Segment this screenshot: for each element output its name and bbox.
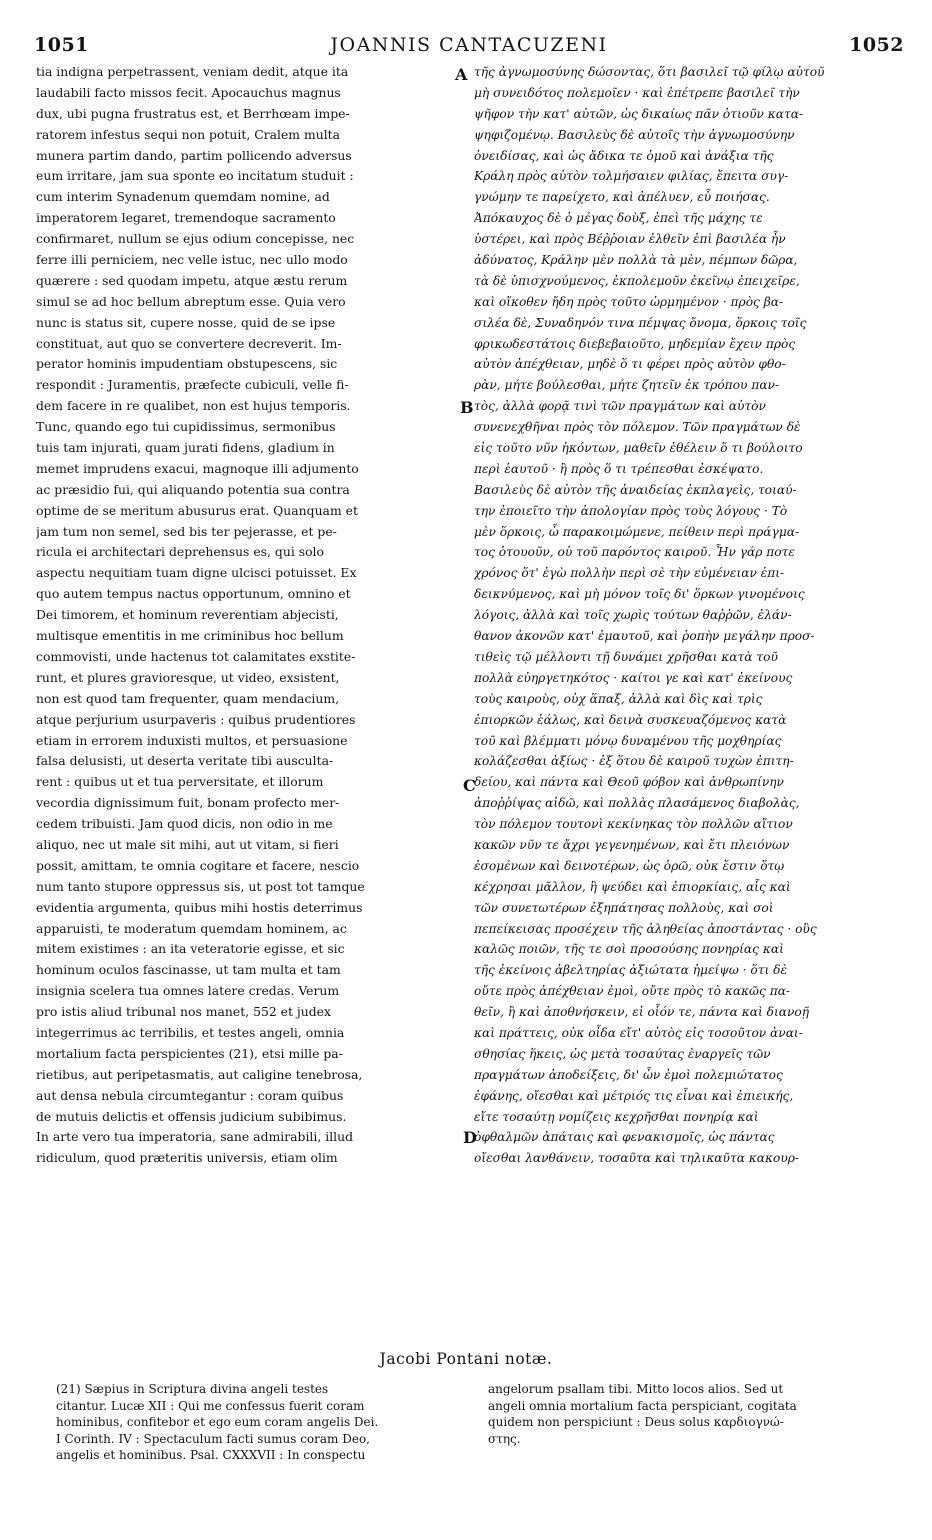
latin-text-column [36,62,458,1169]
greek-text-line: σιλέα δὲ, Συναδηνόν τινα πέμψας ὄνομα, ὅρκοις τοῖς [474,315,807,330]
note-line: quidem non perspiciunt : Deus solus καρδιογνώ- [488,1415,784,1429]
latin-text-line: respondit : Juramentis, præfecte cubiculi, velle fi- [36,377,349,393]
greek-text-line: πεπείκεισας προσέχειν τῆς ἀληθείας ἀποστάντας · οὓς [474,921,817,936]
latin-text-line: aut densa nebula circumtegantur : coram quibus [36,1087,344,1103]
greek-text-line: τῶν συνετωτέρων ἐξηπάτησας πολλοὺς, καὶ σοὶ [474,900,774,915]
latin-text-line: rent : quibus ut et tua perversitate, et illorum [36,774,324,790]
latin-text-line: munera partim dando, partim pollicendo adversus [36,147,352,163]
greek-text-line: πολλὰ εὐηργετηκότος · καίτοι γε καὶ κατ' ἐκείνους [474,670,793,685]
latin-text-line: ricula ei architectari deprehensus es, qui solo [36,544,324,560]
greek-text-line: κολάζεσθαι ἀξίως · ἐξ ὅτου δὲ καιροῦ τυχὼν ἐπιτη- [474,754,794,769]
latin-text-line: ac præsidio fui, qui aliquando potentia sua contra [36,481,350,497]
latin-text-line: commovisti, unde hactenus tot calamitates exstite- [36,648,356,664]
greek-text-line: τος ὁτουοῦν, οὐ τοῦ παρόντος καιροῦ. Ἦν γάρ ποτε [474,545,795,560]
greek-text-line: θεῖν, ἢ καὶ ἀποθνήσκειν, εἰ οἷόν τε, πάντα καὶ διανοῇ [474,1005,810,1020]
latin-text-line: mitem existimes : an ita veteratorie egisse, et sic [36,941,345,957]
greek-text-line: Ἀπόκαυχος δὲ ὁ μέγας δοὺξ, ἐπεὶ τῆς μάχης τε [474,211,763,226]
note-line: angelorum psallam tibi. Mitto locos alios. Sed ut [488,1382,784,1396]
latin-text-line: perator hominis impudentiam obstupescens, sic [36,356,338,372]
latin-text-line: dux, ubi pugna frustratus est, et Berrhœam impe- [36,105,350,121]
latin-text-line: simul se ad hoc bellum abreptum esse. Quia vero [36,293,346,309]
greek-text-line: μὲν ὅρκοις, ὦ παρακοιμώμενε, πείθειν περὶ πράγμα- [474,524,800,539]
note-line: I Corinth. IV : Spectaculum facti sumus coram Deo, [56,1431,370,1446]
latin-text-line: jam tum non semel, sed bis ter pejerasse, et pe- [36,523,337,539]
greek-text-line: περὶ ἑαυτοῦ · ἢ πρὸς ὅ τι τρέπεσθαι ἐσκέψατο. [474,461,764,476]
latin-text-line: vecordia dignissimum fuit, bonam profecto mer- [36,795,340,811]
note-line: citantur. Lucæ XII : Qui me confessus fuerit coram [56,1398,365,1413]
latin-text-line: cum interim Synadenum quemdam nomine, ad [36,189,330,205]
greek-text-line: χρόνος ὅτ' ἐγὼ πολλὴν περὶ σὲ τὴν εὐμένειαν ἐπι- [474,566,785,581]
greek-text-line: εἴτε τοσαύτῃ νομίζεις κεχρῆσθαι πονηρίᾳ καὶ [474,1109,759,1124]
greek-text-line: ἐφάνης, οἴεσθαι καὶ μέτριός τις εἶναι καὶ ἐπιεικής, [474,1088,794,1103]
latin-text-line: Tunc, quando ego tui cupidissimus, sermonibus [36,419,336,435]
greek-text-line: καλῶς ποιῶν, τῆς τε σοὶ προσούσης πονηρίας καὶ [474,942,784,957]
greek-text-line: τὰ δὲ ὑπισχνούμενος, ἐκπολεμοῦν ἐκεῖνῳ ἐπειχεῖρε, [474,273,800,288]
greek-text-line: τὸν πόλεμον τουτονὶ κεκίνηκας τὸν πολλῶν αἴτιον [474,817,793,832]
greek-text-line: εἰς τοῦτο νῦν ἡκόντων, μαθεῖν ἐθέλειν ὅ τι βούλοιτο [474,441,803,456]
page-header [34,34,904,56]
greek-text-line: τοὺς καιροὺς, οὐχ ἅπαξ, ἀλλὰ καὶ δὶς καὶ τρὶς [474,691,763,706]
latin-text-line: laudabili facto missos fecit. Apocauchus magnus [36,84,341,100]
latin-text-line: imperatorem legaret, tremendoque sacramento [36,210,336,226]
latin-text-line: confirmaret, nullum se ejus odium concepisse, nec [36,231,355,247]
greek-text-line: τῆς ἐκείνοις ἀβελτηρίας ἀξιώτατα ἠμείψω · ὅτι δὲ [474,963,788,978]
page-number-left: 1051 [34,34,89,56]
note-line: angeli omnia mortalium facta perspiciant, cogitata [488,1398,797,1413]
greek-text-line: μὴ συνειδότος πολεμοῖεν · καὶ ἐπέτρεπε βασιλεῖ τὴν [474,85,800,100]
section-marker-c: C [463,776,476,795]
latin-text-line: ratorem infestus sequi non potuit, Cralem multa [36,126,341,142]
greek-text-column [474,62,904,1169]
greek-text-line: δεικνύμενος, καὶ μὴ μόνον τοῖς δι' ὅρκων γινομένοις [474,587,805,602]
latin-text-line: eum irritare, jam sua sponte eo incitatum studuit : [36,168,354,184]
greek-text-line: γνώμην τε παρείχετο, καὶ ἀπέλυεν, εὖ ποιήσας. [474,190,770,205]
greek-text-line: ἀδύνατος, Κράλην μὲν πολλὰ τὰ μὲν, πέμπων δῶρα, [474,253,798,268]
greek-text-line: πραγμάτων ἀποδείξεις, δι' ὧν ἐμοὶ πολεμιώτατος [474,1067,783,1082]
notes-heading: Jacobi Pontani notæ. [379,1350,553,1368]
greek-text-line: τιθεὶς τῷ μέλλοντι τῇ δυνάμει χρῆσθαι κατὰ τοῦ [474,649,778,664]
greek-text-line: σθησίας ἥκεις, ὡς μετὰ τοσαύτας ἐναργεῖς τῶν [474,1046,771,1061]
latin-text-line: pro istis aliud tribunal nos manet, 552 et judex [36,1004,331,1020]
greek-text-line: Βασιλεὺς δὲ αὐτὸν τῆς ἀναιδείας ἐκπλαγεὶς, τοιαύ- [474,482,797,497]
notes-right-column [488,1381,904,1447]
latin-text-line: cedem tribuisti. Jam quod dicis, non odio in me [36,816,333,832]
latin-text-line: aspectu nequitiam tuam digne ulcisci potuisset. Ex [36,565,357,581]
latin-text-line: tuis tam injurati, quam jurati fidens, gladium in [36,440,335,456]
latin-text-line: falsa delusisti, ut deserta veritate tibi ausculta- [36,753,334,769]
greek-text-line: τῆς ἀγνωμοσύνης δώσοντας, ὅτι βασιλεῖ τῷ φίλῳ αὐτοῦ [474,65,825,79]
greek-text-line: ἐπιορκῶν ἑάλως, καὶ δεινὰ συσκευαζόμενος κατὰ [474,712,787,727]
latin-text-line: quærere : sed quodam impetu, atque æstu rerum [36,272,348,288]
latin-text-line: nunc is status sit, cupere nosse, quid de se ipse [36,314,336,330]
greek-text-line: φρικωδεστάτοις διεβεβαιοῦτο, μηδεμίαν ἔχειν πρὸς [474,336,796,351]
greek-text-line: ἀποῤῥίψας αἰδῶ, καὶ πολλὰς πλασάμενος διαβολὰς, [474,796,800,811]
latin-text-line: num tanto stupore oppressus sis, ut post tot tamque [36,878,365,894]
greek-text-line: καὶ πράττεις, οὐκ οἶδα εἴτ' αὐτὸς εἰς τοσοῦτον ἀναι- [474,1025,803,1040]
greek-text-line: ὑστέρει, καὶ πρὸς Βέῤῥοιαν ἐλθεῖν ἐπὶ βασιλέα ἦν [474,232,786,247]
latin-text-line: memet imprudens exacui, magnoque illi adjumento [36,460,359,476]
latin-text-line: non est quod tam frequenter, quam mendacium, [36,690,340,706]
latin-text-line: ferre illi perniciem, nec velle istuc, nec ullo modo [36,252,348,268]
latin-text-line: apparuisti, te moderatum quemdam hominem, ac [36,920,347,936]
notes-left-column [56,1381,466,1464]
latin-text-line: constituat, aut quo se convertere decreverit. Im- [36,335,342,351]
greek-text-line: δείου, καὶ πάντα καὶ Θεοῦ φόβον καὶ ἀνθρωπίνην [474,775,784,790]
latin-text-line: insignia scelera tua omnes latere credas. Verum [36,983,340,999]
note-line: (21) Sæpius in Scriptura divina angeli testes [56,1382,329,1396]
greek-text-line: ἐσομένων καὶ δεινοτέρων, ὡς ὁρῶ, οὐκ ἔστιν ὅτῳ [474,858,785,873]
section-marker-d: D [463,1128,477,1147]
latin-text-line: possit, amittam, te omnia cogitare et facere, nescio [36,857,360,873]
running-title: JOANNIS CANTACUZENI [330,34,608,56]
latin-text-line: evidentia argumenta, quibus mihi hostis deterrimus [36,899,363,915]
note-line: στης. [488,1431,521,1446]
latin-text-line: Dei timorem, et hominum reverentiam abjecisti, [36,607,339,623]
latin-text-line: In arte vero tua imperatoria, sane admirabili, illud [36,1129,354,1145]
latin-text-line: dem facere in re qualibet, non est hujus temporis. [36,398,351,414]
greek-text-line: οἴεσθαι λανθάνειν, τοσαῦτα καὶ τηλικαῦτα κακουρ- [474,1151,800,1166]
greek-text-line: ψῆφον τὴν κατ' αὐτῶν, ὡς δικαίως πᾶν ὁτιοῦν κατα- [474,106,804,121]
note-line: hominibus, confitebor et ego eum coram angelis Dei. [56,1415,379,1429]
greek-text-line: Κράλη πρὸς αὐτὸν τολμήσαιεν φιλίας, ἔπειτα συγ- [474,169,789,184]
greek-text-line: ψηφιζομένῳ. Βασιλεὺς δὲ αὐτοῖς τὴν ἀγνωμοσύνην [474,127,795,142]
greek-text-line: λόγοις, ἀλλὰ καὶ τοῖς χωρὶς τούτων θαῤῥῶν, ἐλάν- [474,608,792,623]
greek-text-line: τοῦ καὶ βλέμματι μόνῳ δυναμένου τῆς μοχθηρίας [474,733,782,748]
greek-text-line: την ἐποιεῖτο τὴν ἀπολογίαν πρὸς τοὺς λόγους · Τὸ [474,503,788,518]
greek-text-line: θανον ἀκονῶν κατ' ἐμαυτοῦ, καὶ ῥοπὴν μεγάλην προσ- [474,629,815,644]
greek-text-line: ρὰν, μήτε βούλεσθαι, μήτε ζητεῖν ἐκ τρόπου παν- [474,378,780,393]
latin-text-line: optime de se meritum abusurus erat. Quanquam et [36,502,358,518]
latin-text-line: ridiculum, quod præteritis universis, etiam olim [36,1150,338,1166]
latin-text-line: de mutuis delictis et offensis judicium subibimus. [36,1108,347,1124]
latin-text-line: integerrimus ac terribilis, et testes angeli, omnia [36,1024,345,1040]
greek-text-line: καὶ οἴκοθεν ἤδη πρὸς τοῦτο ὡρμημένον · πρὸς βα- [474,294,784,309]
latin-text-line: etiam in errorem induxisti multos, et persuasione [36,732,348,748]
latin-text-line: multisque ementitis in me criminibus hoc bellum [36,628,344,644]
greek-text-line: ὀφθαλμῶν ἀπάταις καὶ φενακισμοῖς, ὡς πάντας [474,1130,775,1145]
page-number-right: 1052 [849,34,904,56]
latin-text-line: tia indigna perpetrassent, veniam dedit, atque ita [36,64,349,79]
greek-text-line: αὐτὸν ἀπέχθειαν, μηδὲ ὅ τι φέρει πρὸς αὐτὸν φθο- [474,357,786,372]
latin-text-line: mortalium facta perspicientes (21), etsi mille pa- [36,1045,343,1061]
greek-text-line: ὀνειδίσας, καὶ ὡς ἄδικα τε ὁμοῦ καὶ ἀνάξια τῆς [474,148,774,163]
latin-text-line: hominum oculos fascinasse, ut tam multa et tam [36,962,341,978]
latin-text-line: aliquo, nec ut male sit mihi, aut ut vitam, si fieri [36,836,339,852]
greek-text-line: οὔτε πρὸς ἀπέχθειαν ἐμοὶ, οὔτε πρὸς τὸ κακῶς πα- [474,984,791,999]
greek-text-line: συνενεχθῆναι πρὸς τὸν πόλεμον. Τῶν πραγμάτων δὲ [474,420,801,435]
section-marker-a: A [455,65,468,84]
latin-text-line: quo autem tempus nactus opportunum, omnino et [36,586,351,602]
latin-text-line: runt, et plures gravioresque, ut video, exsistent, [36,669,340,685]
section-marker-b: B [460,398,474,417]
latin-text-line: rietibus, aut peripetasmatis, aut caligine tenebrosa, [36,1066,363,1082]
note-line: angelis et hominibus. Psal. CXXXVII : In conspectu [56,1448,366,1462]
greek-text-line: κακῶν νῦν τε ἄχρι γεγενημένων, καὶ ἔτι πλειόνων [474,837,790,852]
greek-text-line: τὸς, ἀλλὰ φορᾷ τινὶ τῶν πραγμάτων καὶ αὐτὸν [474,399,766,414]
latin-text-line: atque perjurium usurpaveris : quibus prudentiores [36,711,356,727]
greek-text-line: κέχρησαι μᾶλλον, ἢ ψεύδει καὶ ἐπιορκίαις, αἷς καὶ [474,879,791,894]
